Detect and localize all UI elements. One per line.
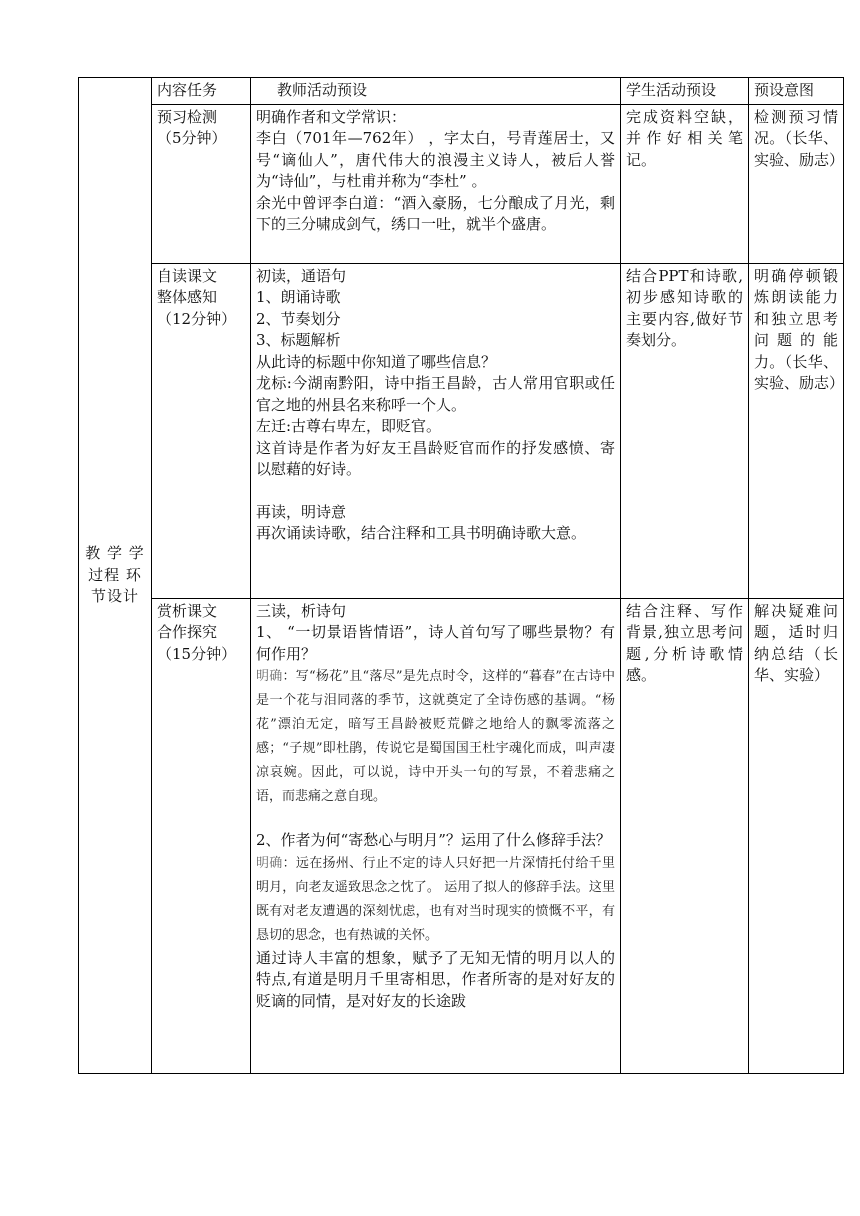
teacher-line: 3、标题解析: [256, 331, 341, 349]
intent-cell: 检测预习情况。（长华、实验、励志）: [749, 104, 844, 263]
task-time: （5分钟）: [157, 129, 227, 147]
teacher-line: 左迁:古尊右卑左，即贬官。: [256, 417, 442, 435]
teacher-line: 通过诗人丰富的想象，赋予了无知无情的明月以人的特点,有道是明月千里寄相思，作者所寄的是对好友的贬谪的同情，是对好友的长途跋: [256, 948, 615, 1010]
table-row: [79, 263, 844, 598]
lesson-plan-table: [78, 77, 844, 1074]
teacher-line: 初读，通语句: [256, 266, 347, 285]
spacer: [256, 481, 615, 502]
teacher-line: 李白（701年—762年） ，字太白，号青莲居士，又号“谪仙人”，唐代伟大的浪漫主义诗人，被后人誉为“诗仙”，与杜甫并称为“李杜” 。: [256, 129, 615, 190]
header-student: 学生活动预设: [621, 78, 749, 105]
answer-label: 明确: [256, 855, 283, 871]
row-header-text: 教 学 学过程 环节设计: [85, 544, 145, 605]
table-row: [79, 104, 844, 263]
teacher-line: 余光中曾评李白道：“酒入豪肠，七分酿成了月光，剩下的三分啸成剑气，绣口一吐，就半个盛唐。: [256, 193, 615, 233]
task-subtitle: 合作探究: [157, 623, 218, 641]
teacher-line: 明确作者和文学常识：: [256, 107, 407, 126]
spacer: [256, 809, 615, 830]
student-cell: 结合PPT和诗歌,初步感知诗歌的主要内容,做好节奏划分。: [621, 263, 749, 598]
row-header-cell: [79, 78, 152, 1074]
task-cell: [152, 263, 251, 598]
intent-cell: 解决疑难问题，适时归纳总结（长华、实验）: [749, 598, 844, 1073]
task-cell: [152, 598, 251, 1073]
teacher-line: 这首诗是作者为好友王昌龄贬官而作的抒发感愤、寄以慰藉的好诗。: [256, 438, 615, 478]
student-cell: 结合注释、写作背景,独立思考问题,分析诗歌情感。: [621, 598, 749, 1073]
answer-text: ：远在扬州、行止不定的诗人只好把一片深情托付给千里明月，向老友遥致思念之忱了。 运用了拟人的修辞手法。这里既有对老友遭遇的深刻忧虑，也有对当时现实的愤慨不平，有恳切的思念，也有热诚的关怀。: [256, 855, 615, 943]
student-cell: 完成资料空缺，并作好相关笔记。: [621, 104, 749, 263]
teacher-line: 2、节奏划分: [256, 309, 341, 328]
header-teacher: 教师活动预设: [251, 78, 621, 105]
task-title: 赏析课文: [157, 601, 218, 620]
teacher-cell: [251, 598, 621, 1073]
task-title: 预习检测: [157, 107, 218, 126]
teacher-line: 1、朗诵诗歌: [256, 288, 341, 306]
header-intent: 预设意图: [749, 78, 844, 105]
table-row: [79, 598, 844, 1073]
question-2: 2、作者为何“寄愁心与明月”？运用了什么修辞手法？: [256, 831, 611, 849]
teacher-cell: [251, 263, 621, 598]
teacher-line: 龙标:今湖南黔阳，诗中指王昌龄，古人常用官职或任官之地的州县名来称呼一个人。: [256, 374, 615, 414]
teacher-line: 三读，析诗句: [256, 601, 347, 620]
task-subtitle: 整体感知: [157, 288, 218, 306]
task-time: （15分钟）: [157, 644, 237, 663]
intent-cell: 明确停顿锻炼朗读能力和独立思考问题的能力。（长华、实验、励志）: [749, 263, 844, 598]
task-cell: [152, 104, 251, 263]
teacher-line: 从此诗的标题中你知道了哪些信息？: [256, 352, 497, 371]
question-1: 1、 “一切景语皆情语”，诗人首句写了哪些景物？有何作用？: [256, 623, 615, 663]
answer-label: 明确: [256, 669, 283, 684]
answer-1: [256, 665, 615, 809]
answer-2: [256, 852, 615, 948]
task-title: 自读课文: [157, 266, 218, 285]
teacher-cell: [251, 104, 621, 263]
answer-text: ：写“杨花”且“落尽”是先点时令，这样的“暮春”在古诗中是一个花与泪同落的季节，这就奠定了全诗伤感的基调。“杨花”漂泊无定，暗写王昌龄被贬荒僻之地给人的飘零流落之感；“子规”即杜鹃，传说它是蜀国国王杜宇魂化而成，叫声凄凉哀婉。因此，可以说，诗中开头一句的写景，不着悲痛之语，而悲痛之意自现。: [256, 669, 615, 804]
teacher-line: 再次诵读诗歌，结合注释和工具书明确诗歌大意。: [256, 524, 587, 542]
teacher-line: 再读，明诗意: [256, 502, 347, 521]
table-header-row: [79, 78, 844, 105]
header-task: 内容任务: [152, 78, 251, 105]
task-time: （12分钟）: [157, 309, 237, 328]
